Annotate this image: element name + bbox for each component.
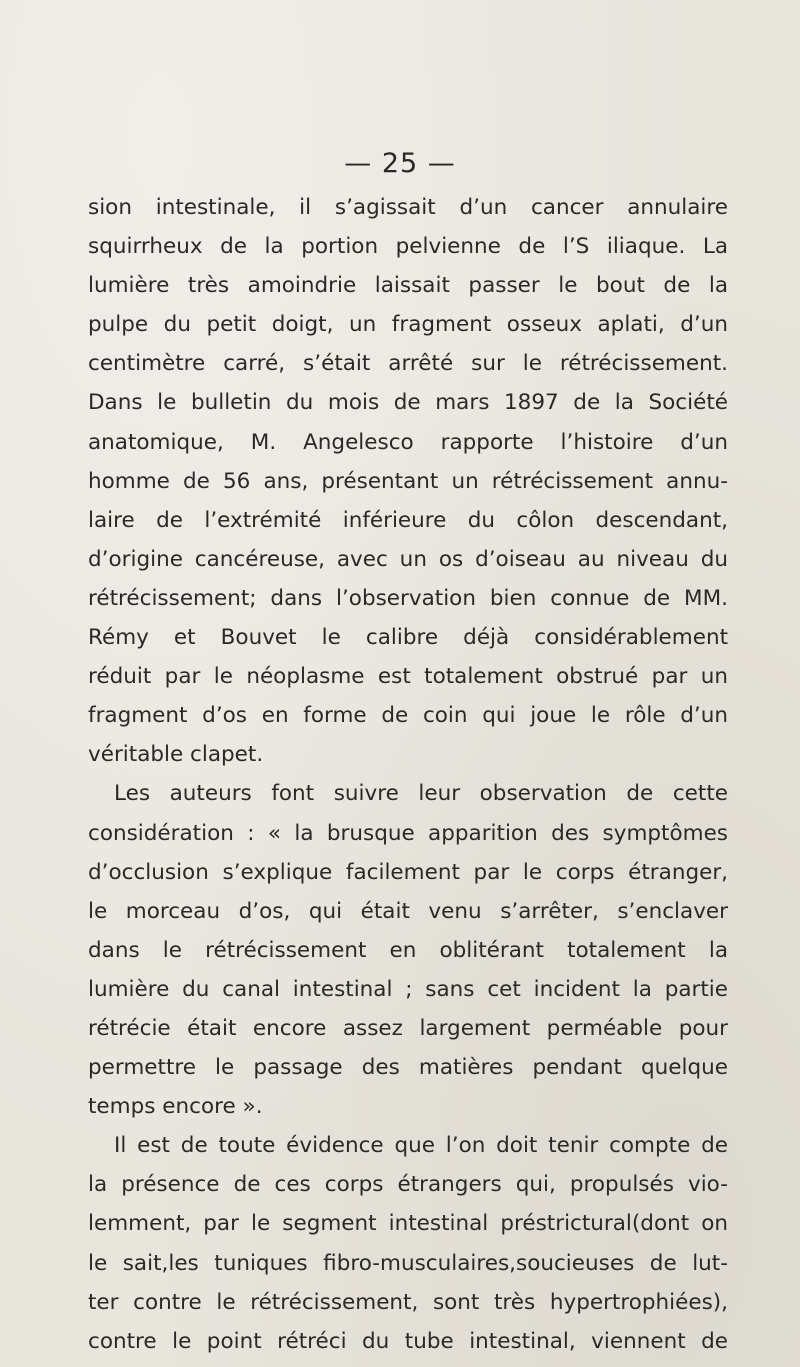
text-line: la présence de ces corps étrangers qui, propulsés vio- — [88, 1172, 728, 1198]
body-text — [88, 188, 728, 1361]
text-line: sion intestinale, il s’agissait d’un cancer annulaire — [88, 195, 728, 220]
text-line: lemment, par le segment intestinal préstrictural(dont on — [88, 1211, 728, 1237]
page-number: — 25 — — [344, 148, 456, 179]
text-line: laire de l’extrémité inférieure du côlon descendant, — [88, 507, 728, 533]
text-line: rétrécissement; dans l’observation bien connue de MM. — [88, 585, 728, 611]
text-line: considération : « la brusque apparition des symptômes — [88, 820, 728, 846]
text-line: pulpe du petit doigt, un fragment osseux aplati, d’un — [88, 312, 728, 338]
text-line: rétrécie était encore assez largement perméable pour — [88, 1015, 728, 1041]
text-line: Rémy et Bouvet le calibre déjà considérablement — [88, 625, 728, 651]
text-line: Il est de toute évidence que l’on doit tenir compte de — [114, 1133, 728, 1159]
text-line: dans le rétrécissement en oblitérant totalement la — [88, 937, 728, 963]
text-line: homme de 56 ans, présentant un rétrécissement annu- — [88, 468, 728, 494]
text-line: le morceau d’os, qui était venu s’arrêter, s’enclaver — [88, 898, 728, 924]
text-line: le sait,les tuniques fibro-musculaires,soucieuses de lut- — [88, 1250, 728, 1276]
text-line: Les auteurs font suivre leur observation de cette — [114, 781, 728, 807]
text-line: permettre le passage des matières pendant quelque — [88, 1055, 728, 1081]
text-line: ter contre le rétrécissement, sont très hypertrophiées), — [88, 1289, 728, 1315]
text-line: d’occlusion s’explique facilement par le corps étranger, — [88, 859, 728, 885]
text-line: véritable clapet. — [88, 742, 264, 768]
text-line: lumière du canal intestinal ; sans cet incident la partie — [88, 976, 728, 1002]
text-line: temps encore ». — [88, 1094, 263, 1120]
text-line: Dans le bulletin du mois de mars 1897 de la Société — [88, 390, 728, 416]
text-line: fragment d’os en forme de coin qui joue le rôle d’un — [88, 703, 728, 729]
text-line: anatomique, M. Angelesco rapporte l’histoire d’un — [88, 429, 728, 455]
text-line: d’origine cancéreuse, avec un os d’oiseau au niveau du — [88, 546, 728, 572]
text-line: contre le point rétréci du tube intestinal, viennent de — [88, 1328, 728, 1354]
text-line: lumière très amoindrie laissait passer le bout de la — [88, 273, 728, 299]
text-line: réduit par le néoplasme est totalement obstrué par un — [88, 664, 728, 690]
text-line: squirrheux de la portion pelvienne de l’S iliaque. La — [88, 234, 728, 260]
text-line: centimètre carré, s’était arrêté sur le rétrécissement. — [88, 351, 728, 377]
